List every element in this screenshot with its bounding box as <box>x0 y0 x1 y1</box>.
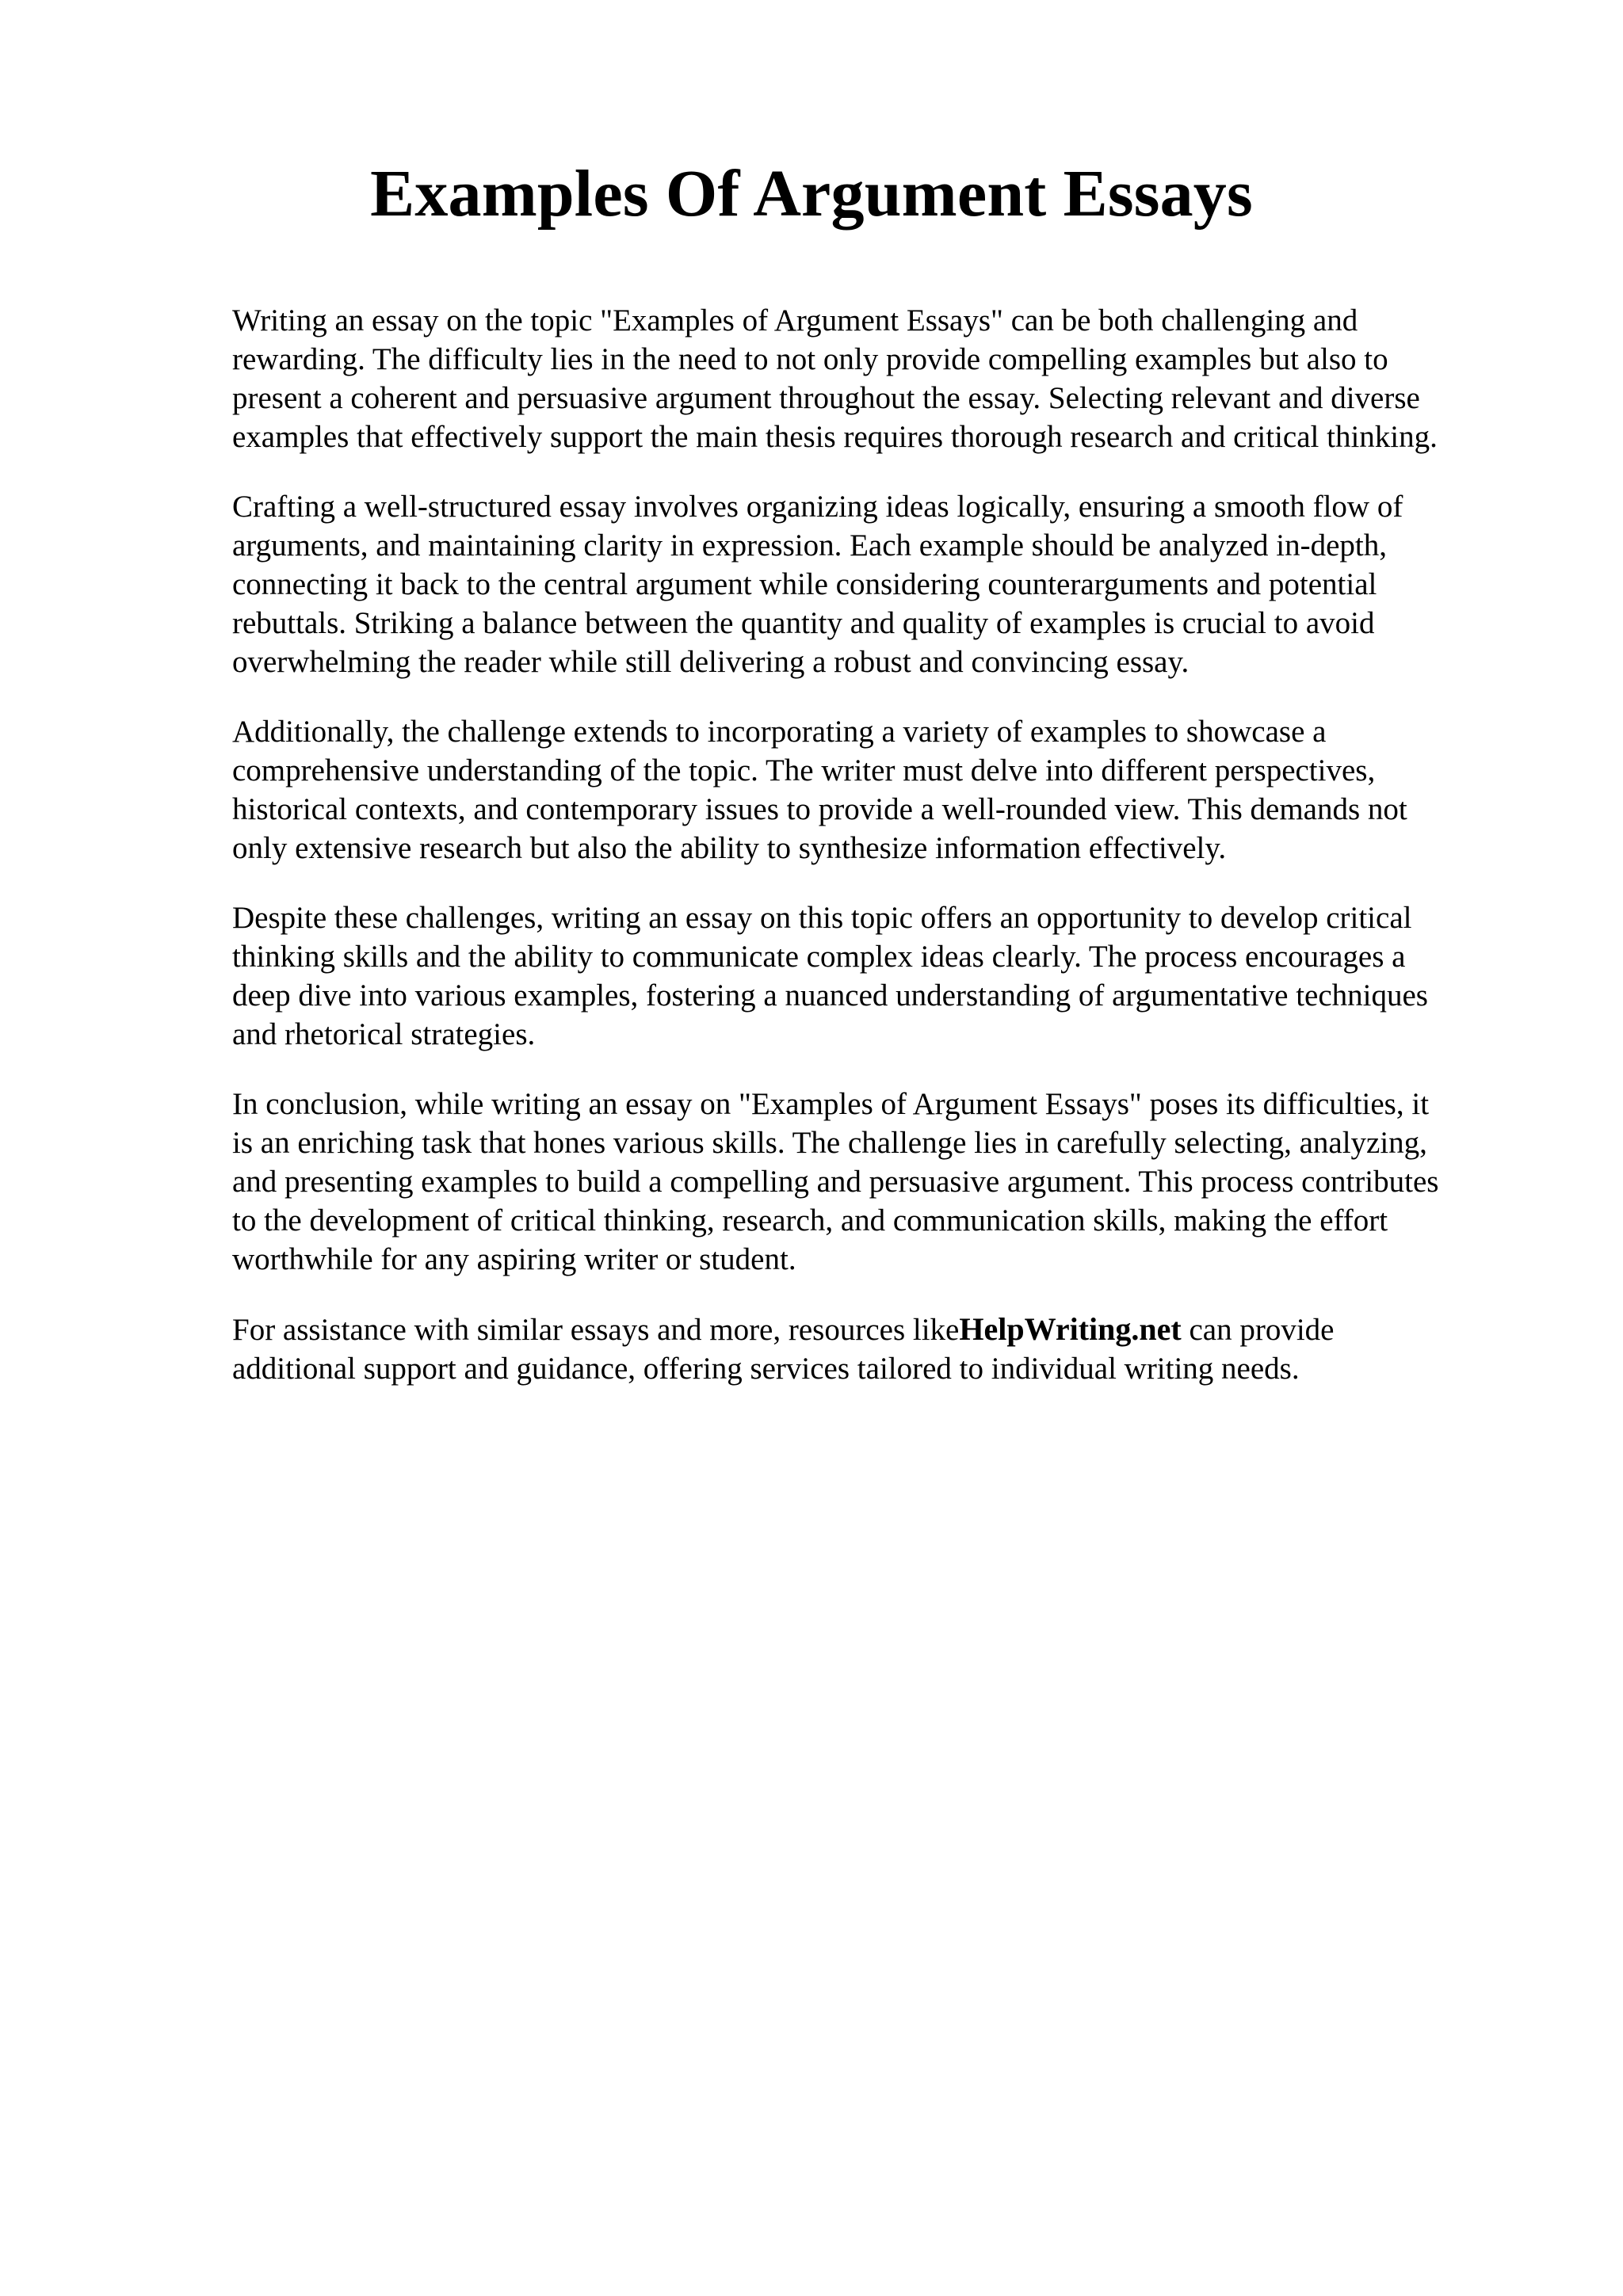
paragraph-line: Additionally, the challenge extends to incorporating a variety of examples to showcase a <box>232 715 1327 749</box>
brand-name: HelpWriting.net <box>959 1311 1182 1347</box>
paragraph-line: overwhelming the reader while still delivering a robust and convincing essay. <box>232 645 1190 679</box>
paragraph-line: only extensive research but also the ability to synthesize information effectively. <box>232 831 1227 865</box>
paragraph-1 <box>232 301 1532 456</box>
paragraph-line: is an enriching task that hones various skills. The challenge lies in carefully selecting, analyzing, <box>232 1126 1427 1160</box>
paragraph-line: rewarding. The difficulty lies in the need to not only provide compelling examples but also to <box>232 342 1388 376</box>
paragraph-line: arguments, and maintaining clarity in expression. Each example should be analyzed in-depth, <box>232 528 1388 563</box>
paragraph-line: worthwhile for any aspiring writer or student. <box>232 1242 796 1276</box>
paragraph-line: present a coherent and persuasive argument throughout the essay. Selecting relevant and diverse <box>232 381 1420 415</box>
paragraph-line: deep dive into various examples, fostering a nuanced understanding of argumentative techniques <box>232 978 1428 1013</box>
paragraph-line: thinking skills and the ability to communicate complex ideas clearly. The process encourages a <box>232 940 1406 974</box>
document-title: Examples Of Argument Essays <box>370 157 1253 231</box>
paragraph-4 <box>232 898 1532 1054</box>
paragraph-line: In conclusion, while writing an essay on "Examples of Argument Essays" poses its difficulties, it <box>232 1087 1430 1121</box>
paragraph-2 <box>232 487 1532 681</box>
paragraph-line: Crafting a well-structured essay involves organizing ideas logically, ensuring a smooth flow of <box>232 490 1403 524</box>
paragraph-line: examples that effectively support the main thesis requires thorough research and critical thinking. <box>232 420 1438 454</box>
document-body <box>232 301 1532 1419</box>
paragraph-line: historical contexts, and contemporary issues to provide a well-rounded view. This demands not <box>232 792 1407 826</box>
paragraph-5 <box>232 1085 1532 1279</box>
paragraph-3 <box>232 712 1532 868</box>
paragraph-line: Writing an essay on the topic "Examples of Argument Essays" can be both challenging and <box>232 303 1358 338</box>
paragraph-line: comprehensive understanding of the topic. The writer must delve into different perspectives, <box>232 753 1376 788</box>
closing-text-before: For assistance with similar essays and more, resources like <box>232 1313 960 1347</box>
closing-line-1 <box>232 1310 1532 1349</box>
paragraph-line: and presenting examples to build a compelling and persuasive argument. This process contributes <box>232 1165 1439 1199</box>
paragraph-line: to the development of critical thinking, research, and communication skills, making the effort <box>232 1203 1388 1238</box>
paragraph-line: and rhetorical strategies. <box>232 1017 536 1051</box>
paragraph-line: rebuttals. Striking a balance between the quantity and quality of examples is crucial to avoid <box>232 606 1375 640</box>
paragraph-line: connecting it back to the central argument while considering counterarguments and potential <box>232 567 1377 601</box>
closing-line-2: additional support and guidance, offering services tailored to individual writing needs. <box>232 1352 1300 1386</box>
closing-paragraph <box>232 1310 1532 1388</box>
paragraph-line: Despite these challenges, writing an essay on this topic offers an opportunity to develop critical <box>232 901 1412 935</box>
closing-text-after: can provide <box>1181 1313 1335 1347</box>
